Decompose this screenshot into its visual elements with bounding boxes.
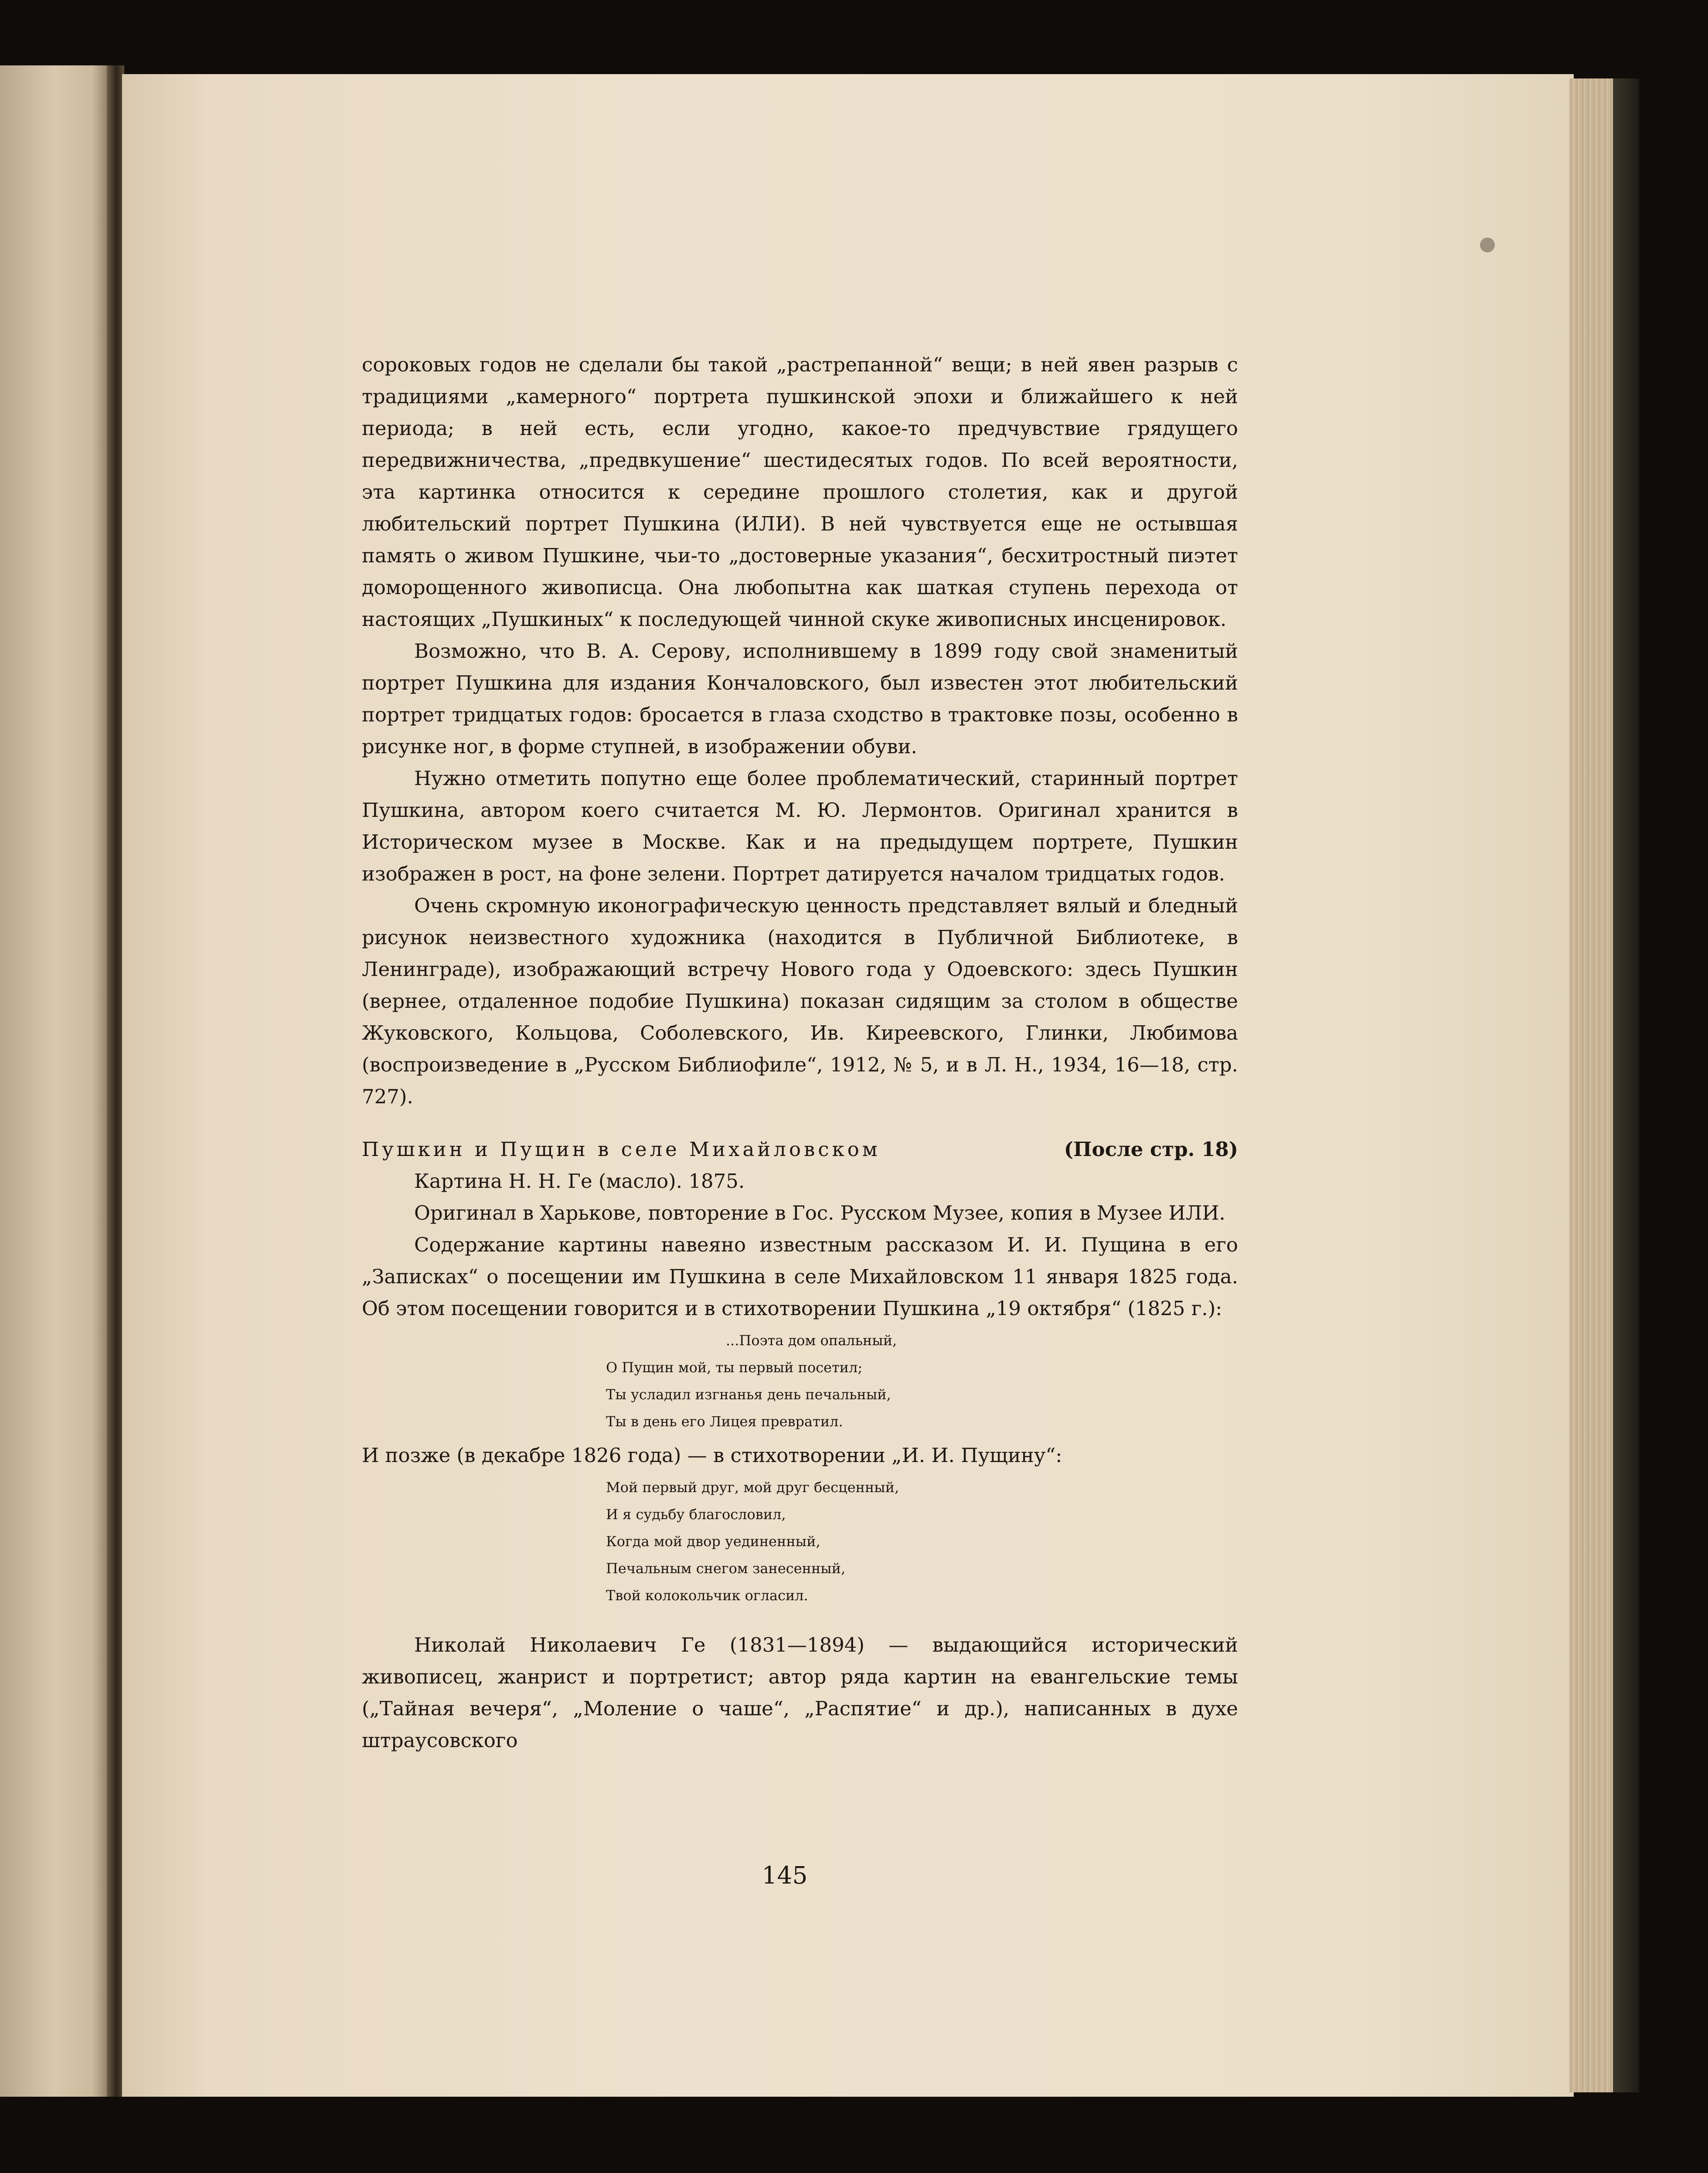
section-heading bbox=[362, 1133, 1238, 1165]
book-gutter bbox=[107, 65, 124, 2097]
paragraph: Оригинал в Харькове, повторение в Гос. Русском Музее, копия в Музее ИЛИ. bbox=[414, 1201, 1225, 1224]
page-text bbox=[362, 349, 1238, 1756]
page-reference: (После стр. 18) bbox=[1064, 1138, 1238, 1161]
verse-line: И я судьбу благословил, bbox=[606, 1506, 786, 1523]
verse-line: Ты в день его Лицея превратил. bbox=[606, 1413, 843, 1430]
book-cover-edge bbox=[1613, 78, 1639, 2092]
paragraph: Нужно отметить попутно еще более проблематический, старинный портрет Пушкина, автором коего считается М. Ю. Лермонтов. Оригинал хранится в Историческом музее в Москве. Как и на предыдущем портрете, Пушкин изображен в рост, на фоне зелени. Портрет датируется началом тридцатых годов. bbox=[362, 767, 1238, 885]
verse-quote bbox=[362, 1474, 1238, 1609]
verse-line: ...Поэта дом опальный, bbox=[726, 1332, 897, 1349]
verse-line: Печальным снегом занесенный, bbox=[606, 1560, 846, 1577]
verse-line: О Пущин мой, ты первый посетил; bbox=[606, 1359, 863, 1376]
verse-line: Твой колокольчик огласил. bbox=[606, 1587, 808, 1604]
paragraph: И позже (в декабре 1826 года) — в стихотворении „И. И. Пущину“: bbox=[362, 1444, 1062, 1467]
left-page-edge bbox=[0, 65, 109, 2097]
page-number: 145 bbox=[762, 1861, 808, 1889]
verse-line: Ты усладил изгнанья день печальный, bbox=[606, 1386, 891, 1403]
paper-spot bbox=[1480, 238, 1495, 252]
verse-line: Мой первый друг, мой друг бесценный, bbox=[606, 1479, 899, 1496]
verse-quote bbox=[362, 1327, 1238, 1435]
section-subtitle: Картина Н. Н. Ге (масло). 1875. bbox=[414, 1170, 745, 1193]
page-stack-edge bbox=[1569, 78, 1617, 2092]
section-title: Пушкин и Пущин в селе Михайловском bbox=[362, 1138, 881, 1161]
paragraph: Очень скромную иконографическую ценность представляет вялый и бледный рисунок неизвестного художника (находится в Публичной Библиотеке, в Ленинграде), изображающий встречу Нового года у Одоевского: здесь Пушкин (вернее, отдаленное подобие Пушкина) показан сидящим за столом в обществе Жуковского, Кольцова, Соболевского, Ив. Киреевского, Глинки, Любимова (воспроизведение в „Русском Библиофиле“, 1912, № 5, и в Л. Н., 1934, 16—18, стр. 727). bbox=[362, 894, 1238, 1108]
verse-line: Когда мой двор уединенный, bbox=[606, 1533, 820, 1550]
paragraph: Возможно, что В. А. Серову, исполнившему в 1899 году свой знаменитый портрет Пушкина для издания Кончаловского, был известен этот любительский портрет тридцатых годов: бросается в глаза сходство в трактовке позы, особенно в рисунке ног, в форме ступней, в изображении обуви. bbox=[362, 639, 1238, 758]
paragraph: сороковых годов не сделали бы такой „растрепанной“ вещи; в ней явен разрыв с традициями „камерного“ портрета пушкинской эпохи и ближайшего к ней периода; в ней есть, если угодно, какое-то предчувствие грядущего передвижничества, „предвкушение“ шестидесятых годов. По всей вероятности, эта картинка относится к середине прошлого столетия, как и другой любительский портрет Пушкина (ИЛИ). В ней чувствуется еще не остывшая память о живом Пушкине, чьи-то „достоверные указания“, бесхитростный пиэтет доморощенного живописца. Она любопытна как шаткая ступень перехода от настоящих „Пушкиных“ к последующей чинной скуке живописных инсценировок. bbox=[362, 353, 1238, 631]
paragraph: Содержание картины навеяно известным рассказом И. И. Пущина в его „Записках“ о посещении им Пушкина в селе Михайловском 11 января 1825 года. Об этом посещении говорится и в стихотворении Пушкина „19 октября“ (1825 г.): bbox=[362, 1233, 1238, 1320]
paragraph: Николай Николаевич Ге (1831—1894) — выдающийся исторический живописец, жанрист и портретист; автор ряда картин на евангельские темы („Тайная вечеря“, „Моление о чаше“, „Распятие“ и др.), написанных в духе штраусовского bbox=[362, 1633, 1238, 1752]
